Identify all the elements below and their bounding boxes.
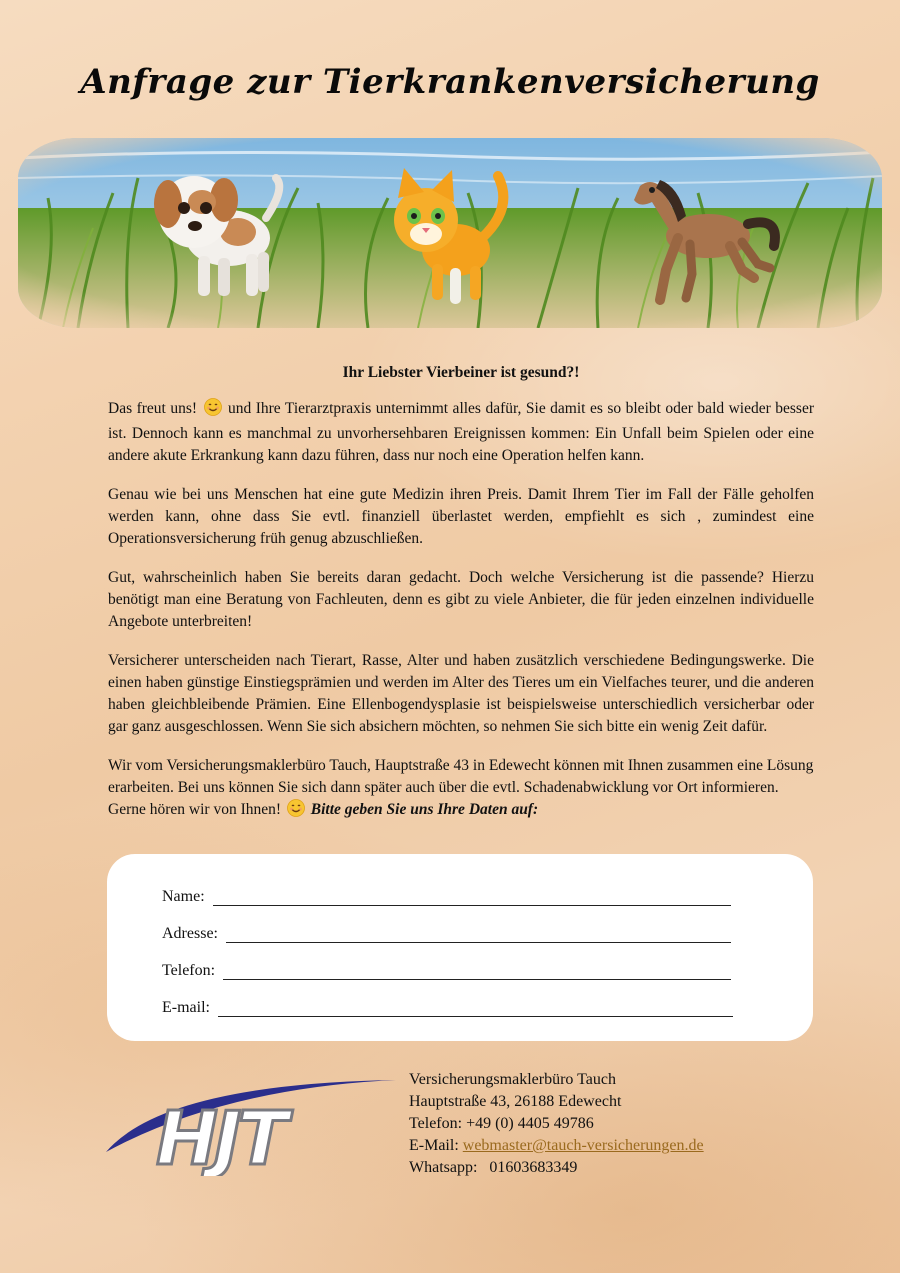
company-name: Versicherungsmaklerbüro Tauch [409, 1071, 616, 1088]
phone-row [162, 958, 731, 980]
address-label: Adresse: [162, 925, 218, 942]
paragraph-1 [108, 398, 814, 467]
address-row [162, 921, 731, 943]
page-title: Anfrage zur Tierkrankenversicherung [80, 62, 820, 102]
email-prefix: E-Mail: [409, 1137, 463, 1154]
contact-info [409, 1069, 704, 1179]
phone-field[interactable] [223, 963, 731, 980]
email-row [162, 995, 733, 1017]
hjt-swoosh-logo [104, 1076, 404, 1176]
animal-banner [18, 138, 882, 328]
smiley-icon [204, 398, 222, 423]
paragraph-2: Genau wie bei uns Menschen hat eine gute Medizin ihren Preis. Damit Ihrem Tier im Fall der Fälle geholfen werden kann, ohne dass Sie evtl. finanziell überlastet werden, empfiehlt es sich , zumindest eine Operationsversicherung früh genug abzuschließen. [108, 486, 814, 547]
phone-label: Telefon: [162, 962, 216, 979]
paragraph-4: Versicherer unterscheiden nach Tierart, Rasse, Alter und haben zusätzlich verschiedene Bedingungswerke. Die einen haben günstige Einstiegsprämien und werden im Alter des Tieres um ein Vielfaches teurer, und die anderen haben gleichbleibende Prämien. Eine Ellenbogendysplasie ist beispielsweise unterschiedlich versicherbar oder gar ganz ausgeschlossen. Wenn Sie sich absichern möchten, so nehmen Sie sich bitte ein wenig Zeit dafür. [108, 652, 814, 735]
address-field[interactable] [226, 926, 731, 943]
paragraph-1-rest: und Ihre Tierarztpraxis unternimmt alles dafür, Sie damit es so bleibt oder bald wieder besser ist. Dennoch kann es manchmal zu unvorhersehbaren Ereignissen kommen: Ein Unfall beim Spielen oder eine andere akute Erkrankung kann dazu führen, dass nur noch eine Operation helfen kann. [108, 400, 814, 464]
logo-text: HJT [156, 1096, 284, 1176]
paragraph-5-text: Wir vom Versicherungsmaklerbüro Tauch, Hauptstraße 43 in Edewecht können mit Ihnen zusammen eine Lösung erarbeiten. Bei uns können Sie sich dann später auch über die evtl. Schadenabwicklung vor Ort informieren. Gerne hören wir von Ihnen! [108, 757, 814, 818]
name-label: Name: [162, 888, 205, 905]
paragraph-1-start: Das freut uns! [108, 400, 198, 417]
intro-heading: Ihr Liebster Vierbeiner ist gesund?! [342, 364, 580, 381]
company-address: Hauptstraße 43, 26188 Edewecht [409, 1093, 622, 1110]
call-to-action: Bitte geben Sie uns Ihre Daten auf: [310, 801, 539, 818]
company-phone: Telefon: +49 (0) 4405 49786 [409, 1115, 594, 1132]
company-whatsapp: Whatsapp: 01603683349 [409, 1159, 578, 1176]
email-field[interactable] [218, 1000, 733, 1017]
contact-form [107, 854, 813, 1041]
paragraph-3: Gut, wahrscheinlich haben Sie bereits daran gedacht. Doch welche Versicherung ist die passende? Hierzu benötigt man eine Beratung von Fachleuten, denn es gibt zu viele Anbieter, die für jeden einzelnen individuelle Angebote unterbreiten! [108, 569, 814, 630]
name-row [162, 884, 731, 906]
company-email-row [409, 1135, 704, 1157]
name-field[interactable] [213, 889, 731, 906]
body-text [108, 362, 814, 841]
email-label: E-mail: [162, 999, 210, 1016]
email-link[interactable]: webmaster@tauch-versicherungen.de [462, 1137, 704, 1154]
smiley-icon [287, 799, 305, 824]
hjt-logo [104, 1076, 404, 1181]
paragraph-5 [108, 755, 814, 824]
